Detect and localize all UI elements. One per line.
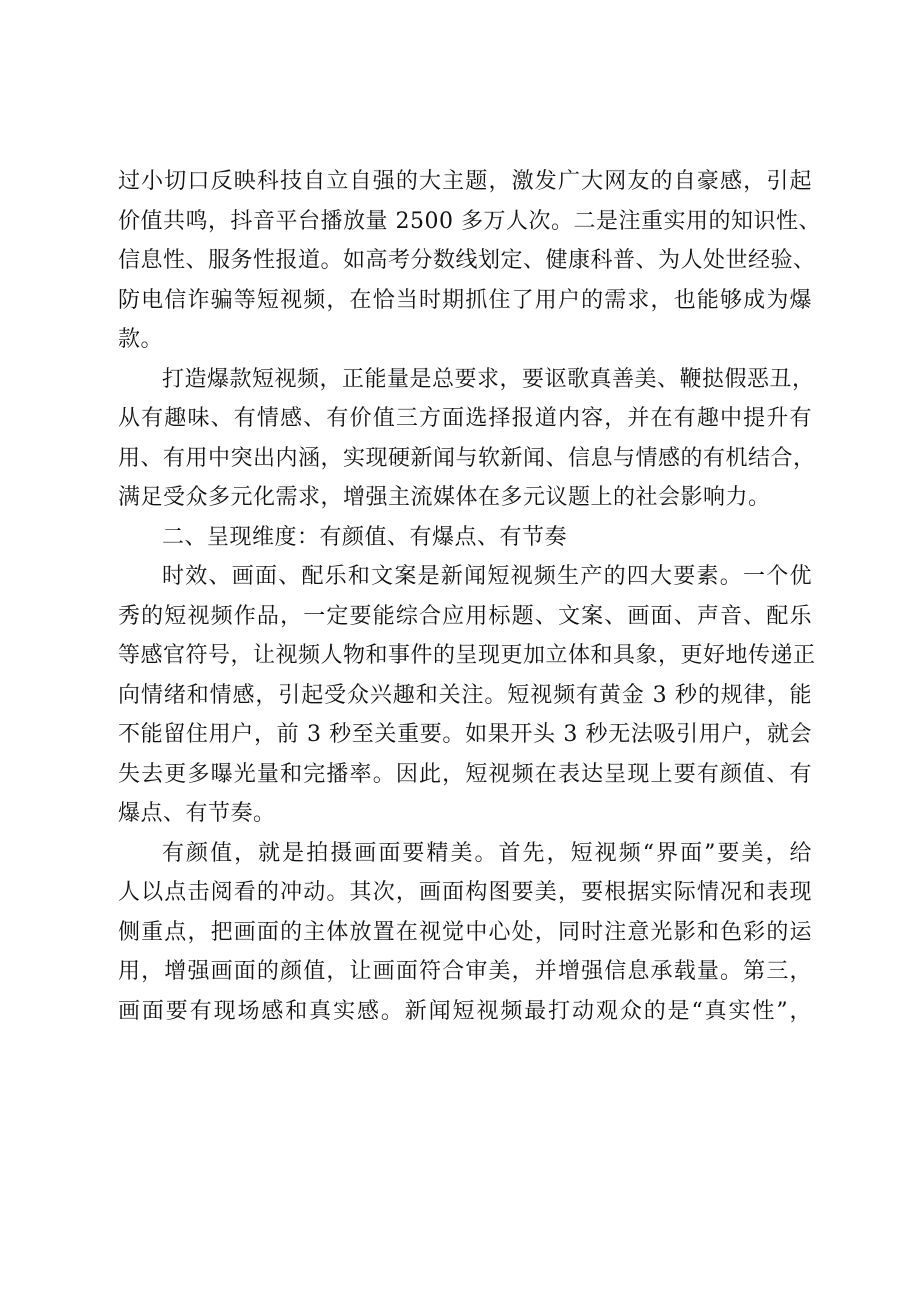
text-line: 信息性、服务性报道。如高考分数线划定、健康科普、为人处世经验、 bbox=[118, 248, 816, 273]
paragraph-2 bbox=[118, 360, 816, 518]
text-line: 时效、画面、配乐和文案是新闻短视频生产的四大要素。一个优 bbox=[162, 564, 812, 589]
paragraph-4 bbox=[118, 834, 812, 1032]
text-line: 价值共鸣，抖音平台播放量 2500 多万人次。二是注重实用的知识性、 bbox=[118, 208, 821, 234]
text-line: 用，增强画面的颜值，让画面符合审美，并增强信息承载量。第三， bbox=[118, 959, 812, 984]
text-line: 失去更多曝光量和完播率。因此，短视频在表达呈现上要有颜值、有 bbox=[118, 761, 812, 787]
text-line: 有颜值，就是拍摄画面要精美。首先，短视频“界面”要美，给 bbox=[162, 840, 812, 866]
text-line: 打造爆款短视频，正能量是总要求，要讴歌真善美、鞭挞假恶丑， bbox=[162, 366, 815, 392]
text-line: 过小切口反映科技自立自强的大主题，激发广大网友的自豪感，引起 bbox=[118, 169, 812, 194]
paragraph-3 bbox=[118, 557, 816, 834]
document-page bbox=[118, 162, 821, 1031]
text-line: 从有趣味、有情感、有价值三方面选择报道内容，并在有趣中提升有 bbox=[118, 406, 812, 431]
paragraph-1 bbox=[118, 162, 821, 360]
text-line: 爆点、有节奏。 bbox=[118, 801, 276, 826]
text-line: 防电信诈骗等短视频，在恰当时期抓住了用户的需求，也能够成为爆 bbox=[118, 287, 812, 313]
text-line: 不能留住用户，前 3 秒至关重要。如果开头 3 秒无法吸引用户，就会 bbox=[118, 722, 812, 747]
section-heading-text: 二、呈现维度：有颜值、有爆点、有节奏 bbox=[162, 524, 568, 550]
text-line: 款。 bbox=[118, 327, 164, 352]
text-line: 满足受众多元化需求，增强主流媒体在多元议题上的社会影响力。 bbox=[118, 485, 771, 510]
section-heading bbox=[118, 518, 812, 558]
text-line: 侧重点，把画面的主体放置在视觉中心处，同时注意光影和色彩的运 bbox=[118, 919, 812, 945]
text-line: 用、有用中突出内涵，实现硬新闻与软新闻、信息与情感的有机结合， bbox=[118, 445, 816, 471]
text-line: 等感官符号，让视频人物和事件的呈现更加立体和具象，更好地传递正 bbox=[118, 643, 816, 668]
text-line: 画面要有现场感和真实感。新闻短视频最打动观众的是“真实性”， bbox=[118, 998, 812, 1024]
text-line: 人以点击阅看的冲动。其次，画面构图要美，要根据实际情况和表现 bbox=[118, 880, 812, 905]
text-line: 向情绪和情感，引起受众兴趣和关注。短视频有黄金 3 秒的规律，能 bbox=[118, 682, 812, 708]
text-line: 秀的短视频作品，一定要能综合应用标题、文案、画面、声音、配乐 bbox=[118, 603, 812, 629]
